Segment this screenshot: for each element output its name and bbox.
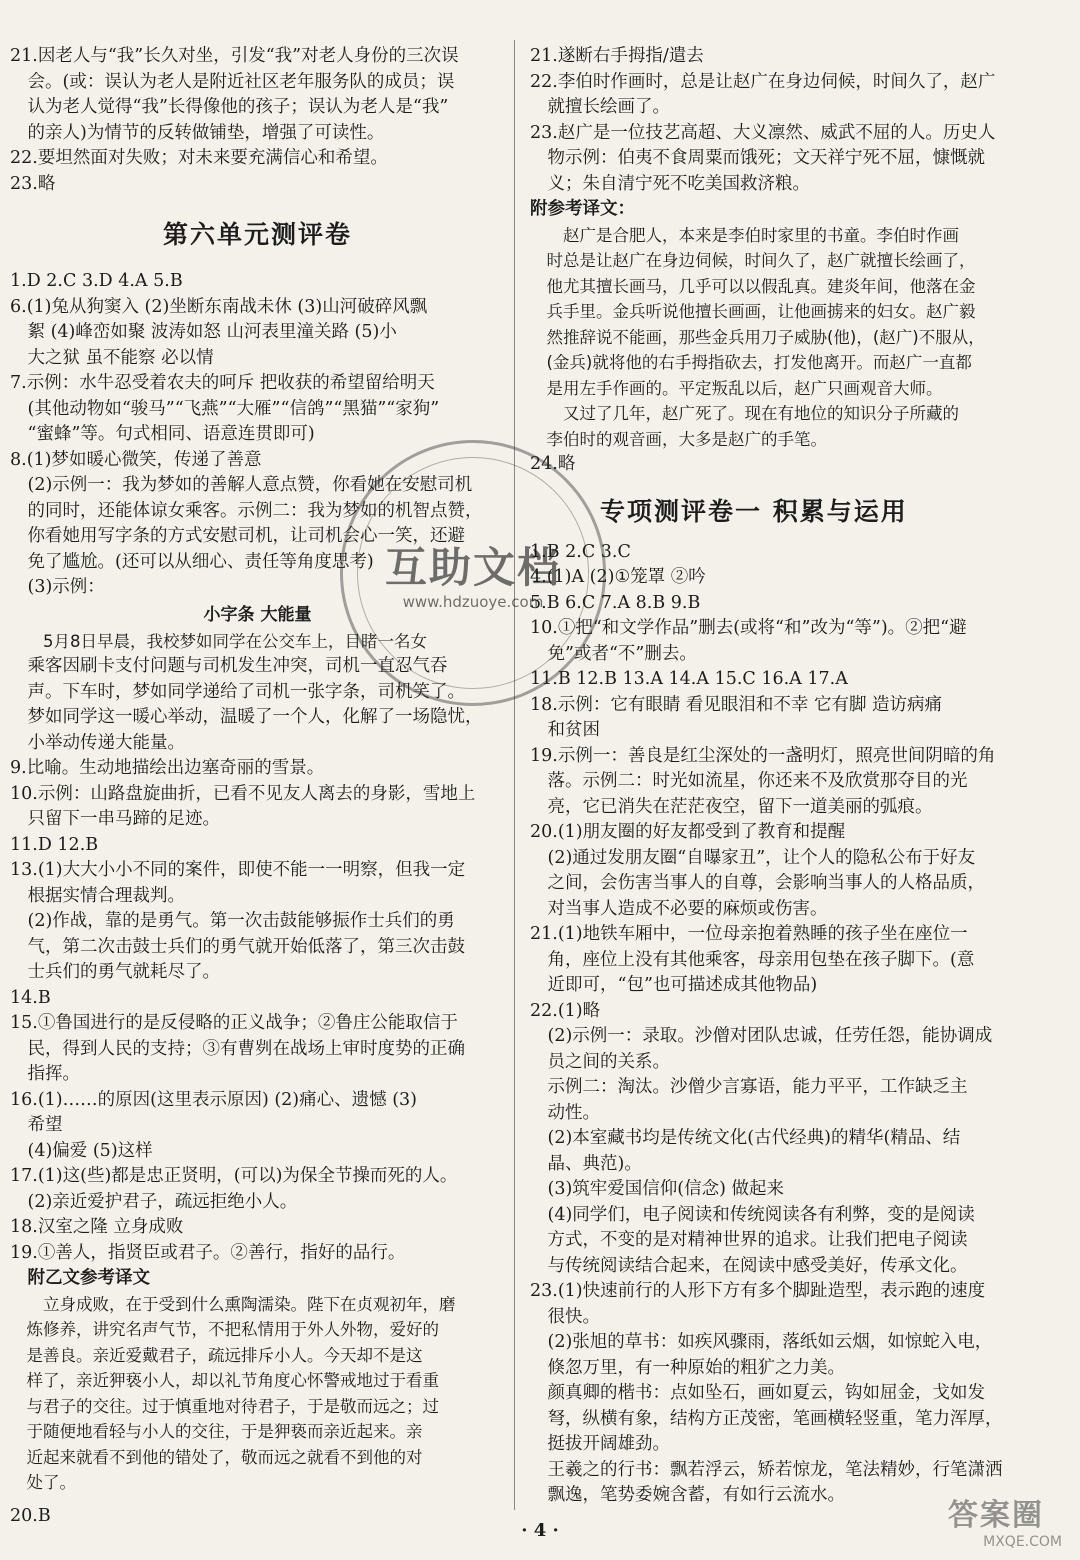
- page-number: · 4 ·: [521, 1520, 559, 1541]
- reference-heading: 附参考译文：: [530, 199, 635, 219]
- corner-watermark-logo: [948, 1490, 1068, 1552]
- answer-line: 物示例：伯夷不食周粟而饿死；文天祥宁死不屈，慷慨就: [547, 148, 985, 168]
- left-column: [10, 44, 505, 1529]
- translation-line: 立身成败，在于受到什么熏陶濡染。陛下在贞观初年，磨: [43, 1294, 456, 1314]
- translation-line: 是善良。亲近爱戴君子，疏远排斥小人。今天却不是这: [26, 1345, 423, 1365]
- answer-line: 10.①把“和文学作品”删去(或将“和”改为“等”)。②把“避: [530, 618, 967, 638]
- column-divider: [514, 40, 515, 1510]
- answer-line: 大之狱 虽不能察 必以情: [27, 347, 214, 368]
- translation-line: 与君子的交往。过于慎重地对待君子，于是敬而远之；过: [26, 1396, 439, 1416]
- translation-line: 他尤其擅长画马，几乎可以以假乱真。建炎年间，他落在金: [546, 276, 976, 296]
- translation-line: 处了。: [26, 1473, 76, 1492]
- answer-line: (2)示例一：录取。沙僧对团队忠诚，任劳任怨，能协调成: [547, 1026, 993, 1046]
- watermark-stamp-text: 互助文档: [384, 543, 561, 592]
- answer-line: 动性。: [547, 1102, 600, 1123]
- translation-line: 时总是让赵广在身边伺候，时间久了，赵广就擅长绘画了，: [546, 251, 976, 270]
- answer-line: 认为老人觉得“我”长得像他的孩子；误认为老人是“我”: [27, 97, 449, 117]
- translation-line: 近起来就看不到他的错处了，敬而远之就看不到他的对: [26, 1447, 423, 1467]
- answer-line: 23.(1)快速前行的人形下方有多个脚趾造型，表示跑的速度: [530, 1281, 986, 1301]
- answer-line: 对当事人造成不必要的麻烦或伤害。: [547, 898, 828, 919]
- answer-line: 絮 (4)峰峦如聚 波涛如怒 山河表里潼关路 (5)小: [27, 322, 397, 342]
- translation-line: 于随便地看轻与小人的交往，于是狎亵而亲近起来。亲: [26, 1422, 423, 1441]
- answer-line: 颜真卿的楷书：点如坠石，画如夏云，钩如屈金，戈如发: [547, 1383, 985, 1403]
- translation-line: 炼修养，讲究名声气节，不把私情用于外人外物，爱好的: [26, 1320, 439, 1339]
- answer-line: 之间，会伤害当事人的自尊，会影响当事人的人格品质，: [547, 873, 985, 893]
- answer-line: 免”或者“不”删去。: [547, 643, 697, 664]
- answer-line: (2)张旭的草书：如疾风骤雨，落纸如云烟，如惊蛇入电，: [547, 1332, 993, 1352]
- answer-line: 19.示例一：善良是红尘深处的一盏明灯，照亮世间阴暗的角: [530, 745, 996, 766]
- answer-line: 8.(1)梦如暖心微笑，传递了善意: [10, 449, 262, 470]
- answer-line: 11.D 12.B: [10, 834, 99, 855]
- answer-line: (2)通过发朋友圈“自曝家丑”，让个人的隐私公布于好友: [547, 847, 976, 868]
- answer-line: 1.B 2.C 3.C: [530, 541, 631, 562]
- answer-line: 的同时，还能体谅女乘客。示例二：我为梦如的机智点赞，: [27, 500, 483, 521]
- answer-line: 7.示例：水牛忍受着农夫的呵斥 把收获的希望留给明天: [10, 373, 435, 393]
- answer-line: (4)偏爱 (5)这样: [27, 1140, 153, 1161]
- answer-line: 方式，不变的是对精神世界的追求。让我们把电子阅读: [547, 1230, 968, 1250]
- answer-line: 挺拔开阔雄劲。: [547, 1434, 670, 1454]
- answer-line: 20.B: [10, 1505, 51, 1526]
- translation-line: 是用左手作画的。平定叛乱以后，赵广只画观音大师。: [546, 378, 943, 398]
- answer-line: 9.比喻。生动地描绘出边塞奇丽的雪景。: [10, 758, 325, 778]
- answer-line: 17.(1)这(些)都是忠正贤明，(可以)为保全节操而死的人。: [10, 1166, 458, 1186]
- watermark-stamp-url: www.hdzuoye.com: [402, 593, 544, 611]
- watermark-stamp: [340, 440, 606, 706]
- section-title-unit6: 第六单元测评卷: [162, 220, 352, 249]
- answer-line: 倏忽万里，有一种原始的粗犷之力美。: [547, 1357, 845, 1378]
- answer-line: 6.(1)兔从狗窦入 (2)坐断东南战未休 (3)山河破碎风飘: [10, 296, 428, 317]
- answer-line: 很快。: [547, 1306, 600, 1327]
- answer-line: (2)作战，靠的是勇气。第一次击鼓能够振作士兵们的勇: [27, 911, 455, 931]
- corner-logo-url: MXQE.COM: [983, 1534, 1062, 1550]
- answer-line: 21.因老人与“我”长久对坐，引发“我”对老人身份的三次误: [10, 46, 459, 66]
- answer-line: 气，第二次击鼓士兵们的勇气就开始低落了，第三次击鼓: [27, 936, 465, 957]
- answer-line: 根据实情合理裁判。: [27, 885, 185, 906]
- answer-line: “蜜蜂”等。句式相同、语意连贯即可): [27, 424, 315, 444]
- answer-line: 24.略: [530, 454, 576, 474]
- answer-line: 示例二：淘汰。沙僧少言寡语，能力平平，工作缺乏主: [547, 1077, 968, 1097]
- answer-line: (4)同学们，电子阅读和传统阅读各有利弊，变的是阅读: [547, 1204, 975, 1225]
- translation-line: 赵广是合肥人，本来是李伯时家里的书童。李伯时作画: [563, 225, 959, 245]
- answer-line: 免了尴尬。(还可以从细心、责任等角度思考): [27, 551, 374, 572]
- answer-line: 23.赵广是一位技艺高超、大义凛然、威武不屈的人。历史人: [530, 122, 996, 143]
- answer-line: 18.示例：它有眼睛 看见眼泪和不幸 它有脚 造访病痛: [530, 694, 943, 715]
- corner-logo-text: 答案圈: [948, 1498, 1044, 1533]
- reference-translation-right: [530, 223, 1045, 453]
- story-line: 声。下车时，梦如同学递给了司机一张字条，司机笑了。: [27, 681, 465, 702]
- reference-translation: [10, 1292, 505, 1496]
- answer-line: 晶、典范)。: [547, 1153, 642, 1174]
- answer-line: 就擅长绘画了。: [547, 97, 670, 117]
- essay-subtitle: 小字条 大能量: [203, 604, 312, 625]
- reference-heading: 附乙文参考译文: [27, 1268, 150, 1288]
- answer-line: 亮，它已消失在茫茫夜空，留下一道美丽的弧痕。: [547, 796, 933, 817]
- translation-line: 然推辞说不能画，那些金兵用刀子威胁(他)，(赵广)不服从，: [546, 327, 985, 347]
- answer-line: 义；朱自清宁死不吃美国救济粮。: [547, 173, 810, 194]
- translation-line: 兵手里。金兵听说他擅长画画，让他画掳来的妇女。赵广毅: [546, 302, 976, 321]
- answer-line: 21.(1)地铁车厢中，一位母亲抱着熟睡的孩子坐在座位一: [530, 924, 968, 944]
- answer-line: 4.(1)A (2)①笼罩 ②吟: [530, 567, 706, 587]
- story-line: 小举动传递大能量。: [27, 732, 185, 753]
- answer-line: 会。(或：误认为老人是附近社区老年服务队的成员；误: [27, 71, 455, 92]
- answer-line: 20.(1)朋友圈的好友都受到了教育和提醒: [530, 822, 846, 842]
- translation-line: 又过了几年，赵广死了。现在有地位的知识分子所藏的: [563, 404, 959, 423]
- answer-line: 21.遂断右手拇指/遣去: [530, 46, 704, 66]
- answer-line: 近即可，“包”也可描述成其他物品): [547, 975, 818, 995]
- answer-line: 希望: [27, 1115, 63, 1135]
- answer-line: (2)亲近爱护君子，疏远拒绝小人。: [27, 1191, 298, 1212]
- right-top-answers: [530, 44, 1045, 197]
- answer-line: 22.(1)略: [530, 1000, 601, 1021]
- special1-answers: [530, 540, 1045, 1509]
- answer-line: 员之间的关系。: [547, 1051, 670, 1072]
- unit6-answers-b: [10, 756, 505, 1266]
- answer-line: 王羲之的行书：飘若浮云，矫若惊龙，笔法精妙，行笔潇洒: [547, 1459, 1003, 1480]
- answer-line: 只留下一串马蹄的足迹。: [27, 809, 220, 829]
- answer-line: 14.B: [10, 987, 51, 1008]
- answer-line: 士兵们的勇气就耗尽了。: [27, 962, 220, 982]
- answer-line: (其他动物如“骏马”“飞燕”“大雁”“信鸽”“黑猫”“家狗”: [27, 398, 440, 419]
- answer-line: 23.略: [10, 173, 56, 194]
- answer-line: 22.要坦然面对失败；对未来要充满信心和希望。: [10, 148, 388, 168]
- answer-line: (2)示例一：我为梦如的善解人意点赞，你看她在安慰司机: [27, 475, 473, 495]
- answer-line: 11.B 12.B 13.A 14.A 15.C 16.A 17.A: [530, 669, 848, 689]
- answer-line: 飘逸，笔势委婉含蓄，有如行云流水。: [547, 1485, 845, 1505]
- answer-line: 5.B 6.C 7.A 8.B 9.B: [530, 592, 701, 613]
- answer-line: 1.D 2.C 3.D 4.A 5.B: [10, 271, 183, 291]
- answer-line: 的亲人)为情节的反转做铺垫，增强了可读性。: [27, 122, 385, 143]
- answer-line: (3)示例：: [27, 577, 105, 597]
- answer-line: 指挥。: [27, 1064, 80, 1084]
- translation-line: 样了，亲近狎亵小人，却以礼节角度心怀警戒地过于看重: [26, 1371, 439, 1390]
- right-column: [530, 44, 1045, 1509]
- answer-line: (3)筑牢爱国信仰(信念) 做起来: [547, 1179, 785, 1199]
- story-line: 5月8日早晨，我校梦如同学在公交车上，目睹一名女: [43, 631, 427, 651]
- answer-line: (2)本室藏书均是传统文化(古代经典)的精华(精品、结: [547, 1128, 961, 1148]
- answer-line: 13.(1)大大小小不同的案件，即使不能一一明察，但我一定: [10, 860, 466, 880]
- answer-line: 10.示例：山路盘旋曲折，已看不见友人离去的身影，雪地上: [10, 783, 476, 804]
- answer-line: 你看她用写字条的方式安慰司机，让司机会心一笑，还避: [27, 526, 465, 546]
- translation-line: (金兵)就将他的右手拇指砍去，打发他离开。而赵广一直都: [546, 353, 972, 372]
- answer-line: 16.(1)……的原因(这里表示原因) (2)痛心、遗憾 (3): [10, 1089, 417, 1110]
- translation-line: 李伯时的观音画，大多是赵广的手笔。: [546, 429, 827, 449]
- answer-line: 15.①鲁国进行的是反侵略的正义战争；②鲁庄公能取信于: [10, 1013, 458, 1033]
- answer-line: 19.①善人，指贤臣或君子。②善行，指好的品行。: [10, 1242, 406, 1263]
- answer-line: 民，得到人民的支持；③有曹刿在战场上审时度势的正确: [27, 1038, 465, 1059]
- answer-line: 和贫困: [547, 720, 600, 740]
- section-title-special1: 专项测评卷一 积累与运用: [600, 496, 908, 526]
- story-line: 乘客因刷卡支付问题与司机发生冲突，司机一直忍气吞: [27, 656, 448, 676]
- answer-line: 弩，纵横有象，结构方正茂密，笔画横轻竖重，笔力浑厚，: [547, 1408, 1003, 1429]
- story-line: 梦如同学这一暖心举动，温暖了一个人，化解了一场隐忧，: [27, 707, 483, 727]
- answer-line: 与传统阅读结合起来，在阅读中感受美好，传承文化。: [547, 1255, 968, 1276]
- answer-line: 角，座位上没有其他乘客，母亲用包垫在孩子脚下。(意: [547, 949, 975, 970]
- answer-line: 22.李伯时作画时，总是让赵广在身边伺候，时间久了，赵广: [530, 71, 996, 92]
- answer-line: 18.汉室之隆 立身成败: [10, 1217, 184, 1237]
- left-top-answers: [10, 44, 505, 197]
- answer-line: 落。示例二：时光如流星，你还来不及欣赏那夺目的光: [547, 771, 968, 791]
